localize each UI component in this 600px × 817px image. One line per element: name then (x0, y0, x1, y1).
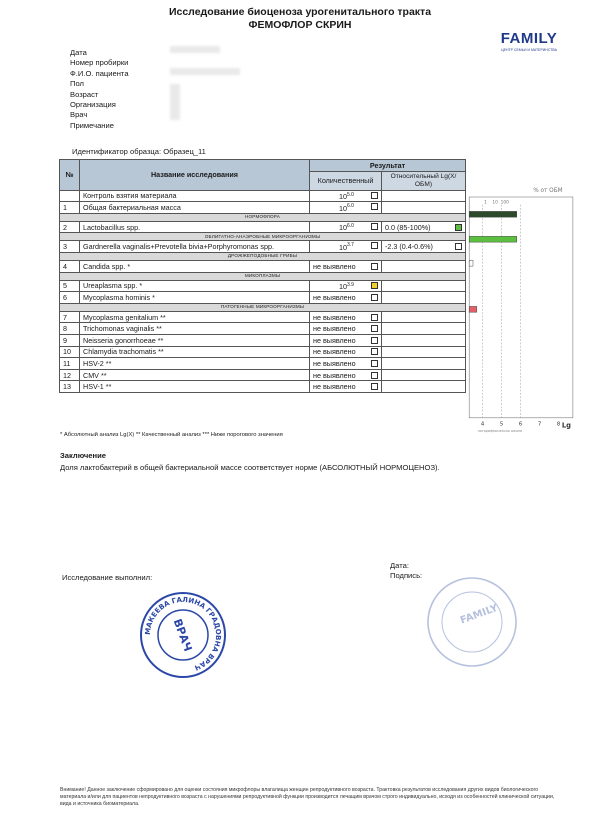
flag-checkbox (371, 372, 378, 379)
row-name: Neisseria gonorrhoeae ** (80, 334, 310, 346)
table-row (60, 334, 466, 346)
sample-id: Идентификатор образца: Образец_11 (72, 147, 206, 156)
row-number: 3 (60, 241, 80, 253)
quant-text: не выявлено (313, 382, 356, 392)
quant-cell (310, 311, 382, 323)
meta-label: Возраст (70, 89, 99, 99)
row-name: Trichomonas vaginalis ** (80, 323, 310, 335)
quant-cell (310, 202, 382, 214)
bar (469, 211, 517, 217)
quant-text: не выявлено (313, 370, 356, 380)
section-row (60, 213, 466, 221)
conclusion-heading: Заключение (60, 451, 107, 460)
quant-cell (310, 221, 382, 233)
section-title: НОРМОФЛОРА (60, 213, 466, 221)
top-tick-label: 100 (500, 200, 509, 206)
row-name: Candida spp. * (80, 260, 310, 272)
flag-checkbox (371, 348, 378, 355)
flag-checkbox (371, 294, 378, 301)
meta-label: Номер пробирки (70, 58, 129, 68)
flag-checkbox (371, 314, 378, 321)
quant-text: не выявлено (313, 261, 356, 271)
relative-cell (382, 381, 466, 393)
quant-text: не выявлено (313, 347, 356, 357)
row-number: 2 (60, 221, 80, 233)
quant-exponent: 6.0 (347, 222, 354, 229)
quant-cell (310, 190, 382, 202)
meta-label: Дата (70, 48, 87, 57)
col-relative: Относительный Lg(X/ОБМ) (382, 171, 466, 190)
row-name: Общая бактериальная масса (80, 202, 310, 214)
section-row (60, 252, 466, 260)
redacted-date (170, 46, 220, 53)
quant-text: не выявлено (313, 358, 356, 368)
row-number: 1 (60, 202, 80, 214)
x-tick-label: 5 (499, 421, 504, 428)
row-name: HSV-2 ** (80, 358, 310, 370)
relative-cell (382, 221, 466, 233)
relative-cell (382, 346, 466, 358)
meta-label: Пол (70, 79, 84, 89)
stamp2-text: FAMILY (458, 602, 500, 627)
quant-base: 10 (339, 242, 347, 252)
top-tick-label: 1 (484, 200, 487, 206)
table-row (60, 346, 466, 358)
quant-cell (310, 323, 382, 335)
row-name: Ureaplasma spp. * (80, 280, 310, 292)
section-title: ОБЛИГАТНО-АНАЭРОБНЫЕ МИКРООРГАНИЗМЫ (60, 233, 466, 241)
flag-checkbox (371, 203, 378, 210)
flag-checkbox (371, 383, 378, 390)
clinic-stamp (425, 575, 520, 670)
row-number (60, 190, 80, 202)
redacted-details (170, 84, 180, 120)
quant-cell (310, 334, 382, 346)
col-quantitative: Количественный (310, 171, 382, 190)
flag-checkbox (371, 263, 378, 270)
quant-cell (310, 260, 382, 272)
flag-checkbox (371, 360, 378, 367)
flag-checkbox (371, 337, 378, 344)
row-number: 7 (60, 311, 80, 323)
x-tick-label: 6 (518, 421, 523, 428)
meta-label: Ф.И.О. пациента (70, 68, 129, 78)
col-num: № (60, 160, 80, 191)
row-number: 4 (60, 260, 80, 272)
legend-footnote: * Абсолютный анализ Lg(X) ** Качественный анализ *** Ниже порогового значения (60, 432, 283, 438)
table-row (60, 369, 466, 381)
x-tick-label: 8 (556, 421, 561, 428)
col-result: Результат (310, 160, 466, 172)
patient-meta-block (70, 48, 129, 131)
row-number: 5 (60, 280, 80, 292)
report-title: Исследование биоценоза урогенитального тракта (168, 6, 432, 18)
relative-value: -2.3 (0.4-0.6%) (385, 242, 433, 252)
flag-checkbox (371, 325, 378, 332)
meta-label: Организация (70, 100, 116, 110)
quant-text: не выявлено (313, 292, 356, 302)
table-row (60, 381, 466, 393)
table-row (60, 202, 466, 214)
relative-cell (382, 241, 466, 253)
quant-cell (310, 381, 382, 393)
quant-text: не выявлено (313, 335, 356, 345)
meta-label: Примечание (70, 120, 114, 130)
top-tick-label: 10 (492, 200, 498, 206)
col-name: Название исследования (80, 160, 310, 191)
x-caption: логарифмическая шкала (477, 429, 523, 434)
logo-text: FAMILY (500, 30, 558, 47)
table-row (60, 260, 466, 272)
relative-checkbox (455, 243, 462, 250)
quant-base: 10 (339, 282, 347, 292)
section-row (60, 272, 466, 280)
relative-cell (382, 311, 466, 323)
section-row (60, 303, 466, 311)
family-logo (493, 30, 565, 52)
row-name: HSV-1 ** (80, 381, 310, 393)
bar (469, 306, 477, 312)
quant-cell (310, 358, 382, 370)
row-number: 13 (60, 381, 80, 393)
quant-cell (310, 241, 382, 253)
relative-cell (382, 369, 466, 381)
report-subtitle: ФЕМОФЛОР СКРИН (248, 19, 352, 31)
relative-cell (382, 292, 466, 304)
relative-cell (382, 323, 466, 335)
row-number: 10 (60, 346, 80, 358)
doctor-stamp (138, 590, 228, 680)
relative-cell (382, 280, 466, 292)
quant-cell (310, 280, 382, 292)
table-row (60, 358, 466, 370)
chart-frame (469, 197, 573, 418)
table-row (60, 311, 466, 323)
quant-text: не выявлено (313, 312, 356, 322)
bar (469, 236, 517, 242)
quant-text: не выявлено (313, 324, 356, 334)
logo-subtext: ЦЕНТР СЕМЬИ И МАТЕРИНСТВА (501, 48, 557, 52)
relative-value: 0.0 (85-100%) (385, 222, 431, 232)
row-name: Lactobacillus spp. (80, 221, 310, 233)
section-title: МИКОПЛАЗМЫ (60, 272, 466, 280)
sign-label: Подпись: (390, 571, 423, 580)
table-row (60, 292, 466, 304)
row-name: Chlamydia trachomatis ** (80, 346, 310, 358)
row-number: 6 (60, 292, 80, 304)
quant-cell (310, 292, 382, 304)
section-row (60, 233, 466, 241)
quant-cell (310, 346, 382, 358)
row-number: 12 (60, 369, 80, 381)
row-name: Mycoplasma genitalium ** (80, 311, 310, 323)
quant-exponent: 6.0 (347, 203, 354, 210)
table-row (60, 241, 466, 253)
x-axis-label: Lg (561, 421, 571, 430)
row-name: CMV ** (80, 369, 310, 381)
stamp-ring-text: МАКЕЕВА ГАЛИНА ГРАДОВНА ВРАЧ (143, 595, 223, 672)
relative-cell (382, 358, 466, 370)
row-name: Gardnerella vaginalis+Prevotella bivia+Porphyromonas spp. (80, 241, 310, 253)
bar-chart (467, 188, 577, 437)
row-number: 8 (60, 323, 80, 335)
date-label: Дата: (390, 561, 409, 570)
bar (469, 260, 473, 266)
table-row (60, 323, 466, 335)
quant-exponent: 5.0 (347, 191, 354, 198)
row-number: 11 (60, 358, 80, 370)
quant-base: 10 (339, 223, 347, 233)
row-name: Mycoplasma hominis * (80, 292, 310, 304)
row-name: Контроль взятия материала (80, 190, 310, 202)
redacted-name (170, 68, 240, 75)
chart-title: % от ОБМ (533, 188, 563, 195)
x-tick-label: 7 (537, 421, 542, 428)
flag-checkbox (371, 242, 378, 249)
quant-base: 10 (339, 203, 347, 213)
quant-exponent: 3.9 (347, 281, 354, 288)
relative-cell (382, 334, 466, 346)
relative-cell (382, 202, 466, 214)
conclusion-text: Доля лактобактерий в общей бактериальной массе соответствует норме (АБСОЛЮТНЫЙ НОРМОЦЕНОЗ). (60, 463, 440, 472)
quant-cell (310, 369, 382, 381)
x-tick-label: 4 (480, 421, 485, 428)
quant-base: 10 (339, 192, 347, 202)
relative-checkbox (455, 224, 462, 231)
date-sign-block (390, 561, 422, 581)
results-table (59, 159, 466, 393)
stamp-center-text: ВРАЧ (170, 617, 195, 654)
relative-cell (382, 260, 466, 272)
table-row (60, 280, 466, 292)
relative-cell (382, 190, 466, 202)
footer-disclaimer: Внимание! Данное заключение сформировано для оценки состояния микрофлоры влагалища женщин репродуктивного возраста. Трактовка результатов исследования других видов биологического материала и/или для пациентов непродуктивного возраста с нарушениями репродуктивной функции производится лечащим врачом строго индивидуально, исходя из особенностей клинической ситуации, вида и источника биоматериала. (60, 787, 555, 807)
flag-checkbox (371, 192, 378, 199)
flag-checkbox (371, 223, 378, 230)
table-row (60, 221, 466, 233)
flag-checkbox (371, 282, 378, 289)
performed-label: Исследование выполнил: (62, 573, 153, 582)
table-row (60, 190, 466, 202)
quant-exponent: 3.7 (347, 242, 354, 249)
meta-label: Врач (70, 110, 88, 120)
section-title: ДРОЖЖЕПОДОБНЫЕ ГРИБЫ (60, 252, 466, 260)
section-title: ПАТОГЕННЫЕ МИКРООРГАНИЗМЫ (60, 303, 466, 311)
row-number: 9 (60, 334, 80, 346)
